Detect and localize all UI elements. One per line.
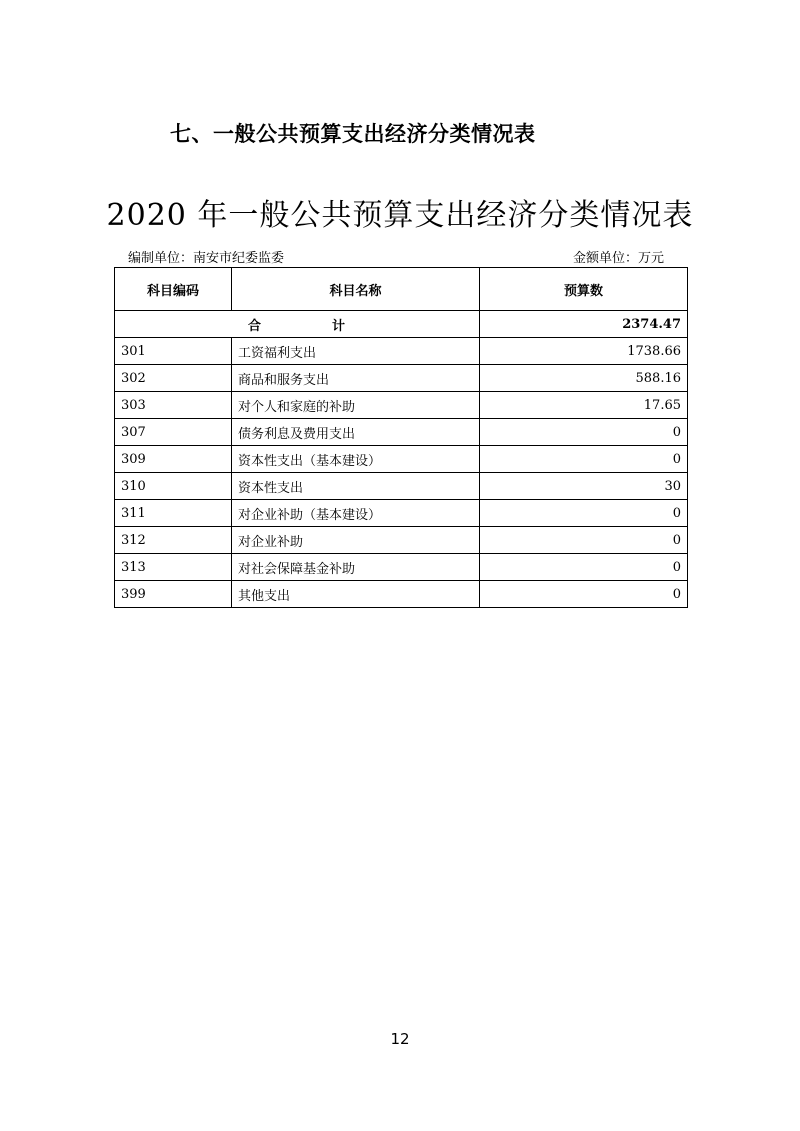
total-row [115, 311, 688, 338]
row-amount: 1738.66 [480, 338, 688, 365]
row-code: 312 [115, 527, 232, 554]
row-name: 债务利息及费用支出 [232, 419, 480, 446]
row-amount: 0 [480, 527, 688, 554]
row-name: 其他支出 [232, 581, 480, 608]
row-amount: 0 [480, 419, 688, 446]
row-name: 对社会保障基金补助 [232, 554, 480, 581]
compiling-unit: 编制单位：南安市纪委监委 [128, 251, 285, 266]
row-amount: 30 [480, 473, 688, 500]
row-name: 资本性支出（基本建设） [232, 446, 480, 473]
row-amount: 0 [480, 500, 688, 527]
row-code: 302 [115, 365, 232, 392]
row-amount: 17.65 [480, 392, 688, 419]
header-name: 科目名称 [232, 268, 480, 311]
row-name: 商品和服务支出 [232, 365, 480, 392]
page-number: 12 [390, 1030, 410, 1048]
header-code: 科目编码 [115, 268, 232, 311]
row-name: 工资福利支出 [232, 338, 480, 365]
table-header-row [115, 268, 688, 311]
total-label-b: 计 [332, 318, 347, 334]
amount-unit: 金额单位：万元 [572, 251, 664, 266]
table-row [115, 500, 688, 527]
table-row [115, 338, 688, 365]
row-code: 307 [115, 419, 232, 446]
row-name: 对企业补助（基本建设） [232, 500, 480, 527]
total-value: 2374.47 [480, 311, 688, 338]
row-amount: 0 [480, 446, 688, 473]
header-amount: 预算数 [480, 268, 688, 311]
meta-row [128, 247, 664, 265]
row-code: 311 [115, 500, 232, 527]
table-row [115, 446, 688, 473]
table-row [115, 554, 688, 581]
row-code: 303 [115, 392, 232, 419]
row-code: 310 [115, 473, 232, 500]
row-code: 309 [115, 446, 232, 473]
table-row [115, 581, 688, 608]
row-name: 对个人和家庭的补助 [232, 392, 480, 419]
row-name: 对企业补助 [232, 527, 480, 554]
row-amount: 0 [480, 554, 688, 581]
row-name: 资本性支出 [232, 473, 480, 500]
table-row [115, 419, 688, 446]
row-amount: 588.16 [480, 365, 688, 392]
row-code: 313 [115, 554, 232, 581]
row-amount: 0 [480, 581, 688, 608]
table-row [115, 392, 688, 419]
document-title: 2020 年一般公共预算支出经济分类情况表 [106, 198, 694, 233]
table-row [115, 473, 688, 500]
table-row [115, 527, 688, 554]
row-code: 399 [115, 581, 232, 608]
row-code: 301 [115, 338, 232, 365]
section-heading: 七、一般公共预算支出经济分类情况表 [170, 122, 536, 146]
total-label [115, 311, 480, 338]
table-row [115, 365, 688, 392]
budget-table [114, 267, 688, 608]
total-label-a: 合 [247, 318, 262, 334]
